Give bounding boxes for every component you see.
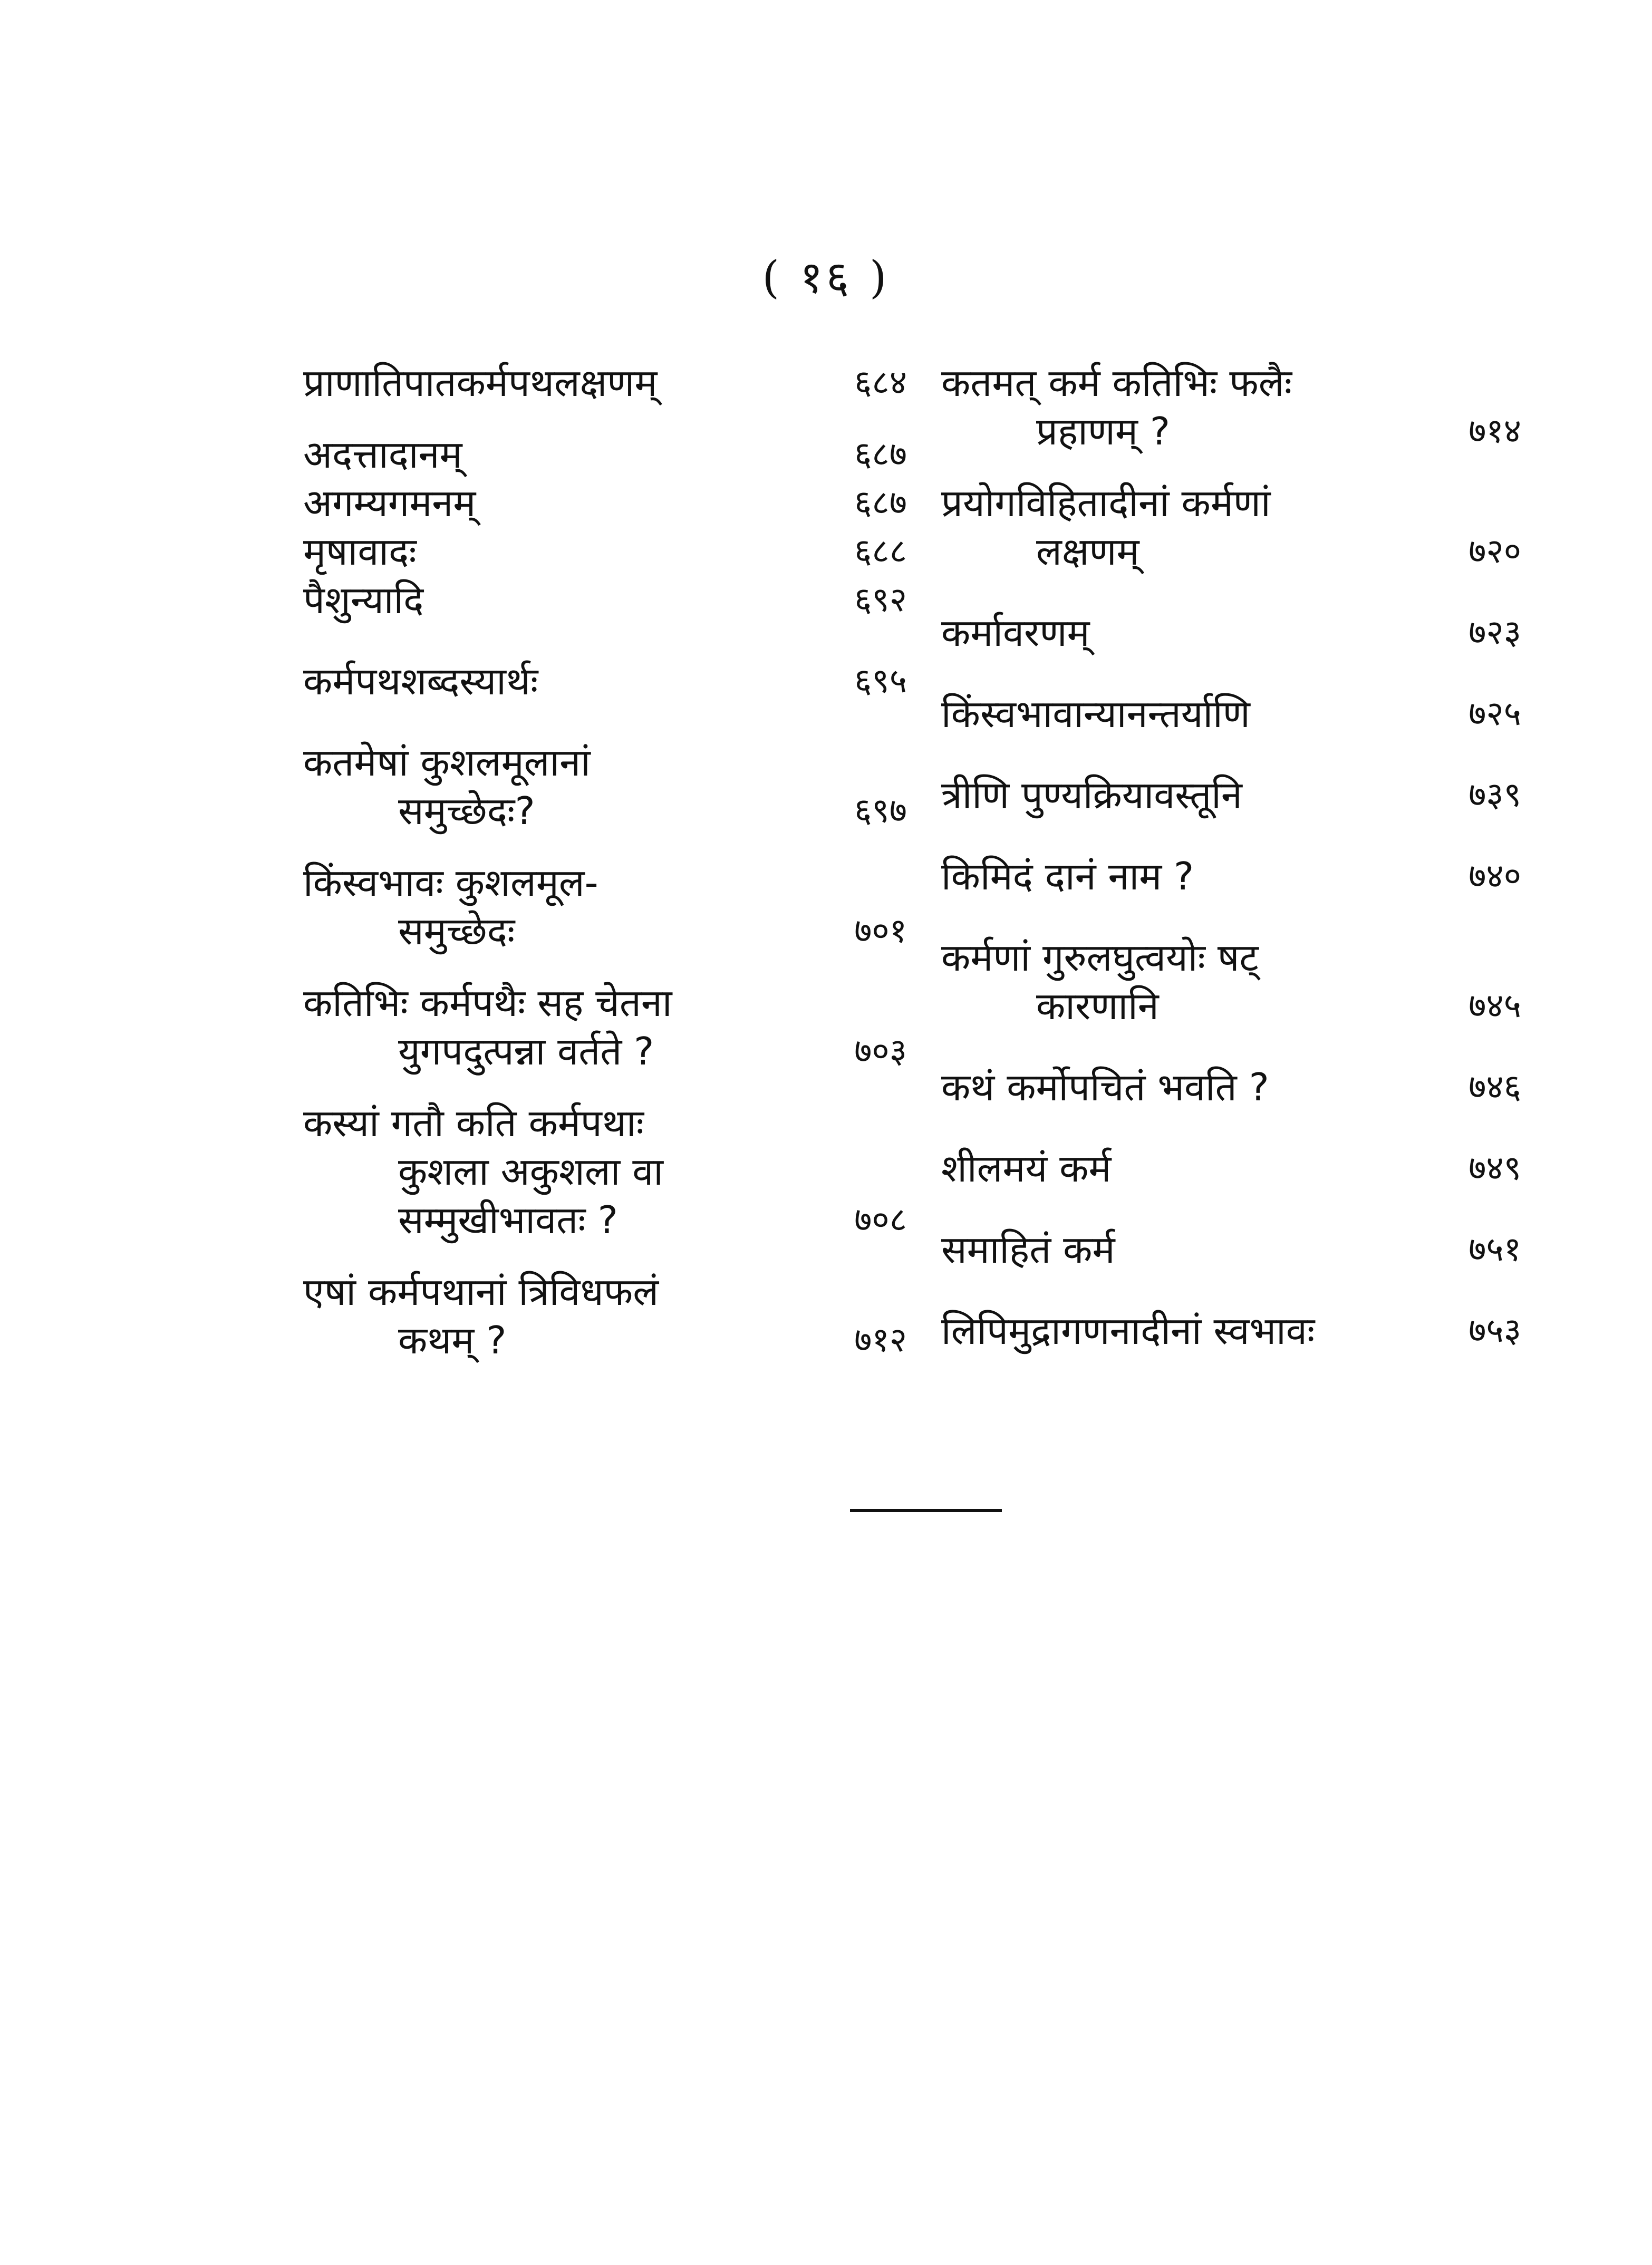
toc-entry <box>303 527 907 576</box>
toc-entry-title-continued: समुच्छेदः? <box>398 789 535 833</box>
toc-entry <box>303 359 907 407</box>
toc-entry <box>941 1063 1521 1111</box>
toc-entry-title-continued: लक्षणम् <box>1036 529 1139 574</box>
toc-entry-page: ७०१ <box>854 912 907 951</box>
toc-entry-page: ६८७ <box>854 483 907 522</box>
toc-entry-title: कर्मपथशब्दस्यार्थः <box>303 659 538 703</box>
toc-entry <box>303 1099 907 1244</box>
toc-entry-page: ७४० <box>1469 857 1521 896</box>
toc-entry <box>303 657 907 705</box>
toc-entry-title-continued: समुच्छेदः <box>398 909 515 953</box>
toc-entry <box>941 771 1521 819</box>
toc-entry <box>941 479 1521 576</box>
toc-entry <box>941 359 1521 456</box>
toc-entry-title: त्रीणि पुण्यक्रियावस्तूनि <box>941 773 1242 817</box>
toc-entry-page: ६८७ <box>854 435 907 474</box>
toc-entry-title: किंस्वभावः कुशलमूल- <box>303 860 598 905</box>
toc-entry-title: कथं कर्मोपचितं भवति ? <box>941 1065 1269 1109</box>
toc-entry-page: ७२५ <box>1469 694 1521 733</box>
toc-entry <box>941 852 1521 901</box>
toc-entry <box>941 1225 1521 1274</box>
toc-entry-page: ६९५ <box>854 662 907 701</box>
toc-entry-page: ७१२ <box>854 1321 907 1360</box>
toc-entry-title: कतमत् कर्म कतिभिः फलैः <box>941 361 1292 405</box>
toc-entry <box>941 608 1521 657</box>
toc-entry-title: एषां कर्मपथानां त्रिविधफलं <box>303 1270 659 1314</box>
toc-entry-page: ६९२ <box>854 580 907 620</box>
toc-entry <box>941 933 1521 1030</box>
toc-entry-title: समाहितं कर्म <box>941 1227 1115 1272</box>
toc-entry-page: ७२० <box>1469 532 1521 571</box>
toc-entry-page: ७४९ <box>1469 1149 1521 1188</box>
toc-entry-page: ७३९ <box>1469 776 1521 815</box>
toc-entry-title: अगम्यगमनम् <box>303 481 476 525</box>
toc-entry-title: कर्मावरणम् <box>941 611 1090 655</box>
toc-entry-page: ७०३ <box>854 1032 907 1071</box>
toc-entry-title-continued: युगपदुत्पन्ना वर्तते ? <box>398 1029 654 1073</box>
toc-entry-page: ७०८ <box>854 1201 907 1240</box>
toc-entry-title: कर्मणां गुरुलघुत्वयोः षट् <box>941 935 1259 980</box>
toc-entry-title-continued: सम्मुखीभावतः ? <box>398 1198 618 1242</box>
toc-entry-page: ७२३ <box>1469 613 1521 652</box>
toc-entry-page: ७१४ <box>1469 412 1521 451</box>
toc-entry <box>303 430 907 479</box>
section-divider <box>850 1509 1002 1512</box>
toc-entry-page: ७५१ <box>1469 1230 1521 1269</box>
toc-entry-page: ७५३ <box>1469 1311 1521 1350</box>
toc-entry-title-continued: प्रहाणम् ? <box>1036 409 1171 453</box>
toc-entry-title: पैशुन्यादि <box>303 578 424 622</box>
toc-entry <box>303 738 907 835</box>
toc-entry <box>941 1144 1521 1193</box>
toc-entry-title-continued: कारणानि <box>1036 984 1159 1028</box>
toc-entry <box>303 1267 907 1364</box>
toc-entry <box>303 576 907 624</box>
toc-entry <box>303 858 907 955</box>
toc-entry-page: ६९७ <box>854 791 907 830</box>
toc-entry <box>941 690 1521 738</box>
toc-entry-title-continued: कथम् ? <box>398 1318 507 1362</box>
toc-left-column <box>303 359 907 1364</box>
toc-entry-title: लिपिमुद्रागणनादीनां स्वभावः <box>941 1309 1315 1353</box>
toc-entry <box>303 979 907 1076</box>
toc-entry-page: ६८४ <box>854 363 907 402</box>
toc-entry-title: कस्यां गतौ कति कर्मपथाः <box>303 1101 644 1145</box>
toc-entry-page: ७४६ <box>1469 1068 1521 1107</box>
toc-entry-title: मृषावादः <box>303 529 417 574</box>
toc-entry-title: किंस्वभावान्यानन्तर्याणि <box>941 692 1250 736</box>
toc-entry-title: अदत्तादानम् <box>303 432 462 477</box>
toc-entry <box>941 1306 1521 1355</box>
toc-right-column <box>941 359 1521 1355</box>
page-number: ( १६ ) <box>762 251 890 303</box>
toc-entry-title-continued: कुशला अकुशला वा <box>398 1149 663 1194</box>
toc-entry-title: कतिभिः कर्मपथैः सह चेतना <box>303 981 672 1025</box>
toc-entry-title: किमिदं दानं नाम ? <box>941 854 1194 898</box>
toc-entry-title: शीलमयं कर्म <box>941 1146 1112 1190</box>
toc-entry <box>303 479 907 527</box>
toc-entry-title: प्रयोगविहितादीनां कर्मणां <box>941 481 1271 525</box>
toc-entry-title: प्राणातिपातकर्मपथलक्षणम् <box>303 361 658 405</box>
toc-entry-title: कतमेषां कुशलमूलानां <box>303 740 591 785</box>
toc-entry-page: ६८८ <box>854 532 907 571</box>
toc-entry-page: ७४५ <box>1469 986 1521 1025</box>
